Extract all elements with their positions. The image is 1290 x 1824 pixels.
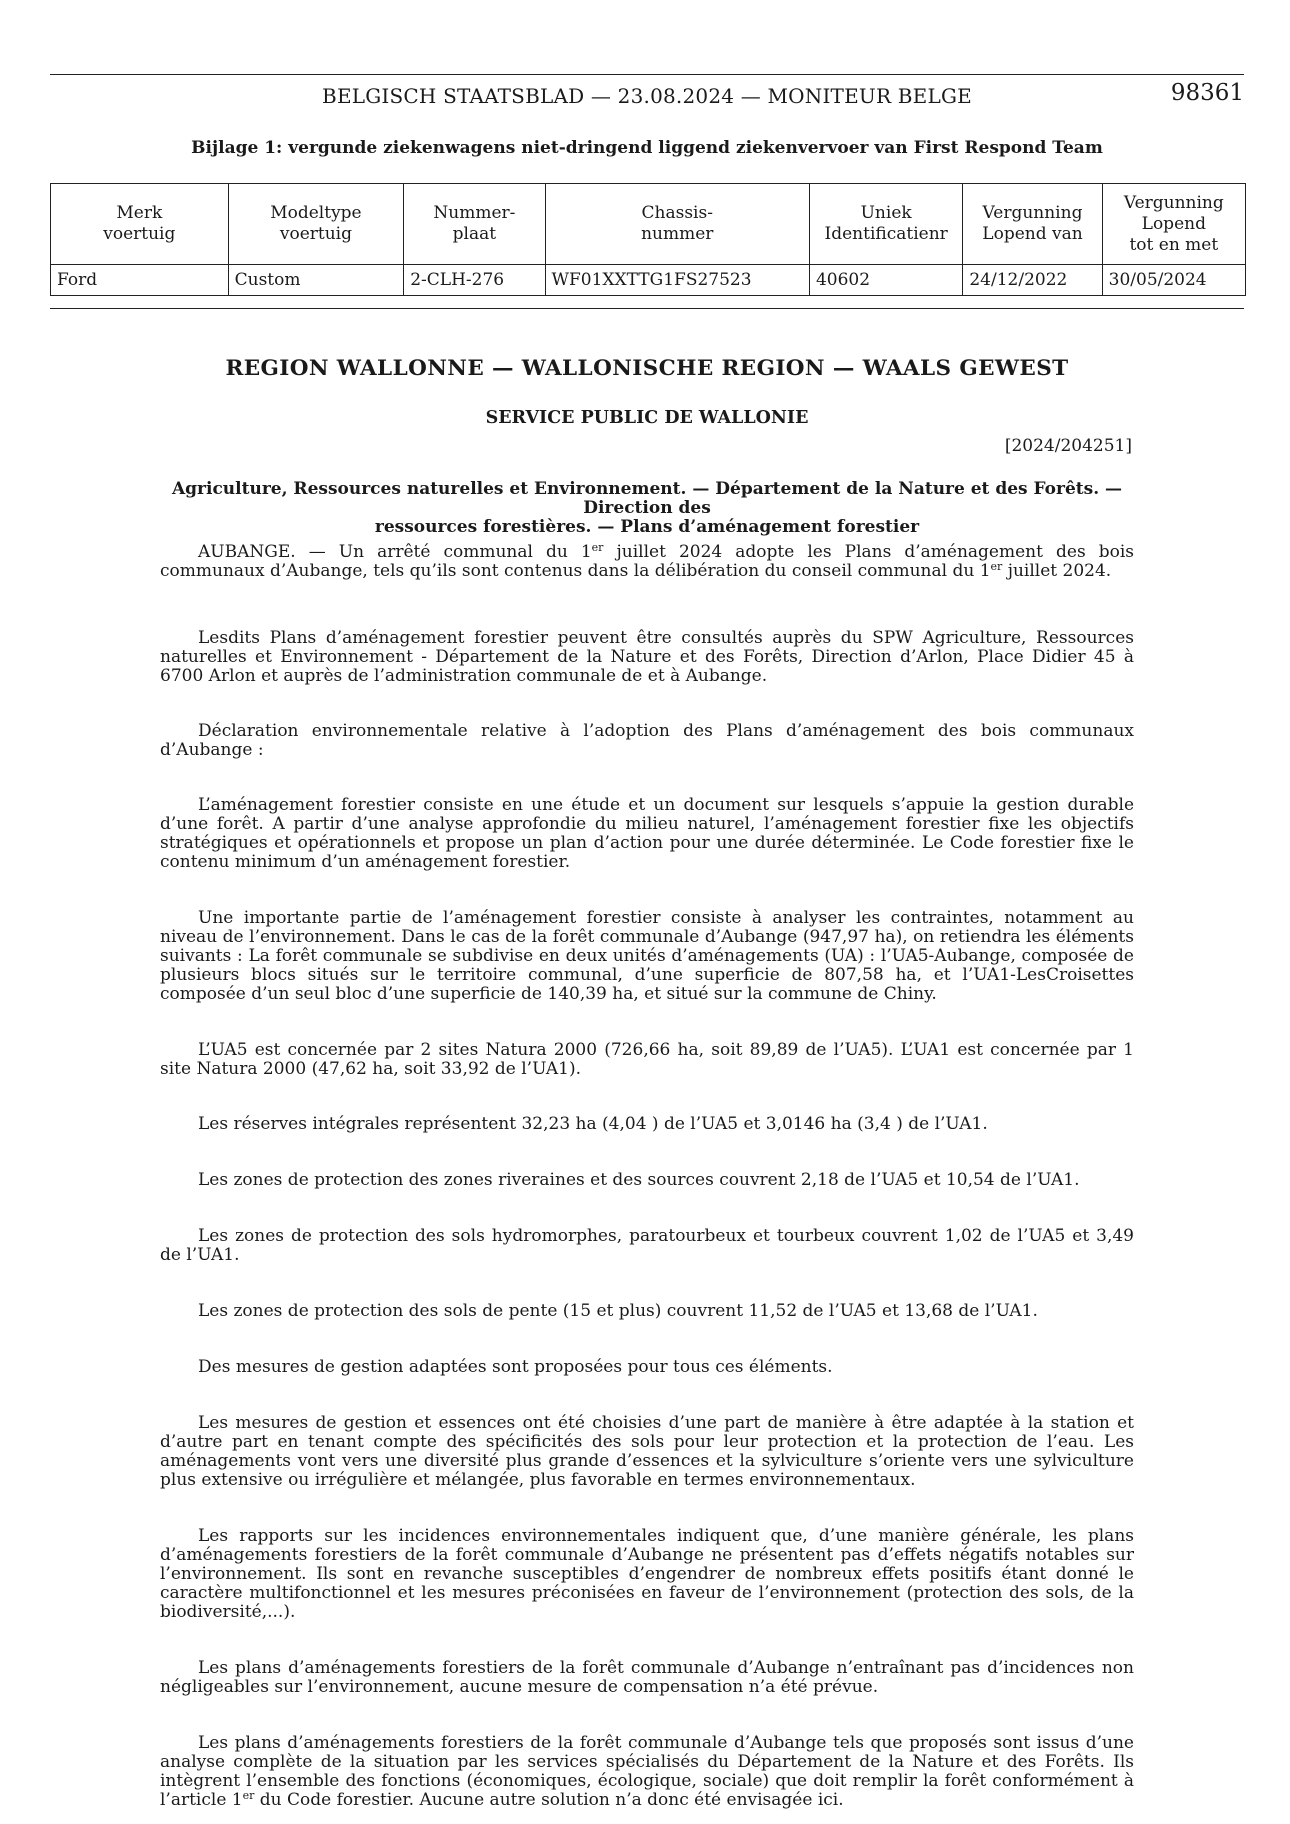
vehicle-table xyxy=(50,183,1246,296)
table-cell-model: Custom xyxy=(228,265,404,296)
paragraph: Les plans d’aménagements forestiers de la forêt communale d’Aubange n’entraînant pas d’incidences non négligeables sur l’environnement, aucune mesure de compensation n’a été prévue. xyxy=(160,1658,1134,1697)
paragraph: L’aménagement forestier consiste en une étude et un document sur lesquels s’appuie la gestion durable d’une forêt. A partir d’une analyse approfondie du milieu naturel, l’aménagement forestier fixe les objectifs stratégiques et opérationnels et propose un plan d’action pour une durée déterminée. Le Code forestier fixe le contenu minimum d’un aménagement forestier. xyxy=(160,795,1134,872)
column-header: Chassis- nummer xyxy=(545,184,809,265)
table-cell-until: 30/05/2024 xyxy=(1102,265,1245,296)
paragraph: Une importante partie de l’aménagement forestier consiste à analyser les contraintes, notamment au niveau de l’environnement. Dans le cas de la forêt communale d’Aubange (947,97 ha), on retiendra les éléments suivants : La forêt communale se subdivise en deux unités d’aménagements (UA) : l’UA5-Aubange, composée de plusieurs blocs situés sur le territoire communal, d’une superficie de 807,58 ha, et l’UA1-LesCroisettes composée d’un seul bloc d’une superficie de 140,39 ha, et situé sur la commune de Chiny. xyxy=(160,908,1134,1004)
subject-line: ressources forestières. — Plans d’aménagement forestier xyxy=(374,517,920,537)
paragraph: Lesdits Plans d’aménagement forestier peuvent être consultés auprès du SPW Agriculture, Ressources naturelles et Environnement - Département de la Nature et des Forêts, Direction d’Arlon, Place Didier 45 à 6700 Arlon et auprès de l’administration communale de et à Aubange. xyxy=(160,628,1134,686)
table-header-row xyxy=(51,184,1246,265)
table-cell-brand: Ford xyxy=(51,265,229,296)
region-title: REGION WALLONNE — WALLONISCHE REGION — WAALS GEWEST xyxy=(225,356,1069,381)
top-rule xyxy=(50,74,1244,75)
superscript: er xyxy=(990,560,1003,573)
paragraph: Des mesures de gestion adaptées sont proposées pour tous ces éléments. xyxy=(198,1357,833,1377)
column-header: Uniek Identificatienr xyxy=(809,184,962,265)
column-header: Vergunning Lopend tot en met xyxy=(1102,184,1245,265)
service-title: SERVICE PUBLIC DE WALLONIE xyxy=(485,408,809,428)
reference-number: [2024/204251] xyxy=(1004,436,1132,456)
paragraph: Les mesures de gestion et essences ont été choisies d’une part de manière à être adaptée à la station et d’autre part en tenant compte des spécificités des sols pour leur protection et la protection de l’eau. Les aménagements vont vers une diversité plus grande d’essences et la sylviculture s’oriente vers une sylviculture plus extensive ou irrégulière et mélangée, plus favorable en termes environnementaux. xyxy=(160,1413,1134,1490)
paragraph: AUBANGE. — Un arrêté communal du 1er juillet 2024 adopte les Plans d’aménagement des bois communaux d’Aubange, tels qu’ils sont contenus dans la délibération du conseil communal du 1er juillet 2024. xyxy=(160,541,1134,581)
journal-header: BELGISCH STAATSBLAD — 23.08.2024 — MONITEUR BELGE xyxy=(322,84,972,108)
table-row xyxy=(51,265,1246,296)
subject-heading xyxy=(160,480,1134,537)
column-header: Nummer- plaat xyxy=(404,184,545,265)
column-header: Vergunning Lopend van xyxy=(963,184,1102,265)
paragraph: Les zones de protection des zones riveraines et des sources couvrent 2,18 de l’UA5 et 10,54 de l’UA1. xyxy=(198,1170,1080,1190)
paragraph: Déclaration environnementale relative à l’adoption des Plans d’aménagement des bois communaux d’Aubange : xyxy=(160,721,1134,760)
paragraph: Les rapports sur les incidences environnementales indiquent que, d’une manière générale, les plans d’aménagements forestiers de la forêt communale d’Aubange ne présentent pas d’effets négatifs notables sur l’environnement. Ils sont en revanche susceptibles d’engendrer de nombreux effets positifs étant donné le caractère multifonctionnel et les mesures préconisées en faveur de l’environnement (protection des sols, de la biodiversité,...). xyxy=(160,1526,1134,1622)
page-header xyxy=(50,80,1244,114)
section-rule xyxy=(50,308,1244,309)
superscript: er xyxy=(242,1789,255,1802)
paragraph: Les zones de protection des sols de pente (15 et plus) couvrent 11,52 de l’UA5 et 13,68 de l’UA1. xyxy=(198,1301,1038,1321)
paragraph: Les plans d’aménagements forestiers de la forêt communale d’Aubange tels que proposés sont issus d’une analyse complète de la situation par les services spécialisés du Département de la Nature et des Forêts. Ils intègrent l’ensemble des fonctions (économiques, écologique, sociale) que doit remplir la forêt conformément à l’article 1er du Code forestier. Aucune autre solution n’a donc été envisagée ici. xyxy=(160,1733,1134,1810)
table-cell-from: 24/12/2022 xyxy=(963,265,1102,296)
table-cell-id: 40602 xyxy=(809,265,962,296)
paragraph: Les zones de protection des sols hydromorphes, paratourbeux et tourbeux couvrent 1,02 de l’UA5 et 3,49 de l’UA1. xyxy=(160,1226,1134,1265)
subject-line: Agriculture, Ressources naturelles et Environnement. — Département de la Nature et des Forêts. — Direction des xyxy=(171,479,1123,518)
page-number: 98361 xyxy=(1170,80,1244,106)
column-header: Merk voertuig xyxy=(51,184,229,265)
paragraph: Les réserves intégrales représentent 32,23 ha (4,04 ) de l’UA5 et 3,0146 ha (3,4 ) de l’UA1. xyxy=(198,1114,988,1134)
column-header: Modeltype voertuig xyxy=(228,184,404,265)
annex-title: Bijlage 1: vergunde ziekenwagens niet-dringend liggend ziekenvervoer van First Respond Team xyxy=(191,138,1103,158)
article-body xyxy=(160,543,1134,1810)
paragraph: L’UA5 est concernée par 2 sites Natura 2000 (726,66 ha, soit 89,89 de l’UA5). L’UA1 est concernée par 1 site Natura 2000 (47,62 ha, soit 33,92 de l’UA1). xyxy=(160,1040,1134,1079)
table-cell-chassis: WF01XXTTG1FS27523 xyxy=(545,265,809,296)
superscript: er xyxy=(591,541,604,554)
table-cell-plate: 2-CLH-276 xyxy=(404,265,545,296)
